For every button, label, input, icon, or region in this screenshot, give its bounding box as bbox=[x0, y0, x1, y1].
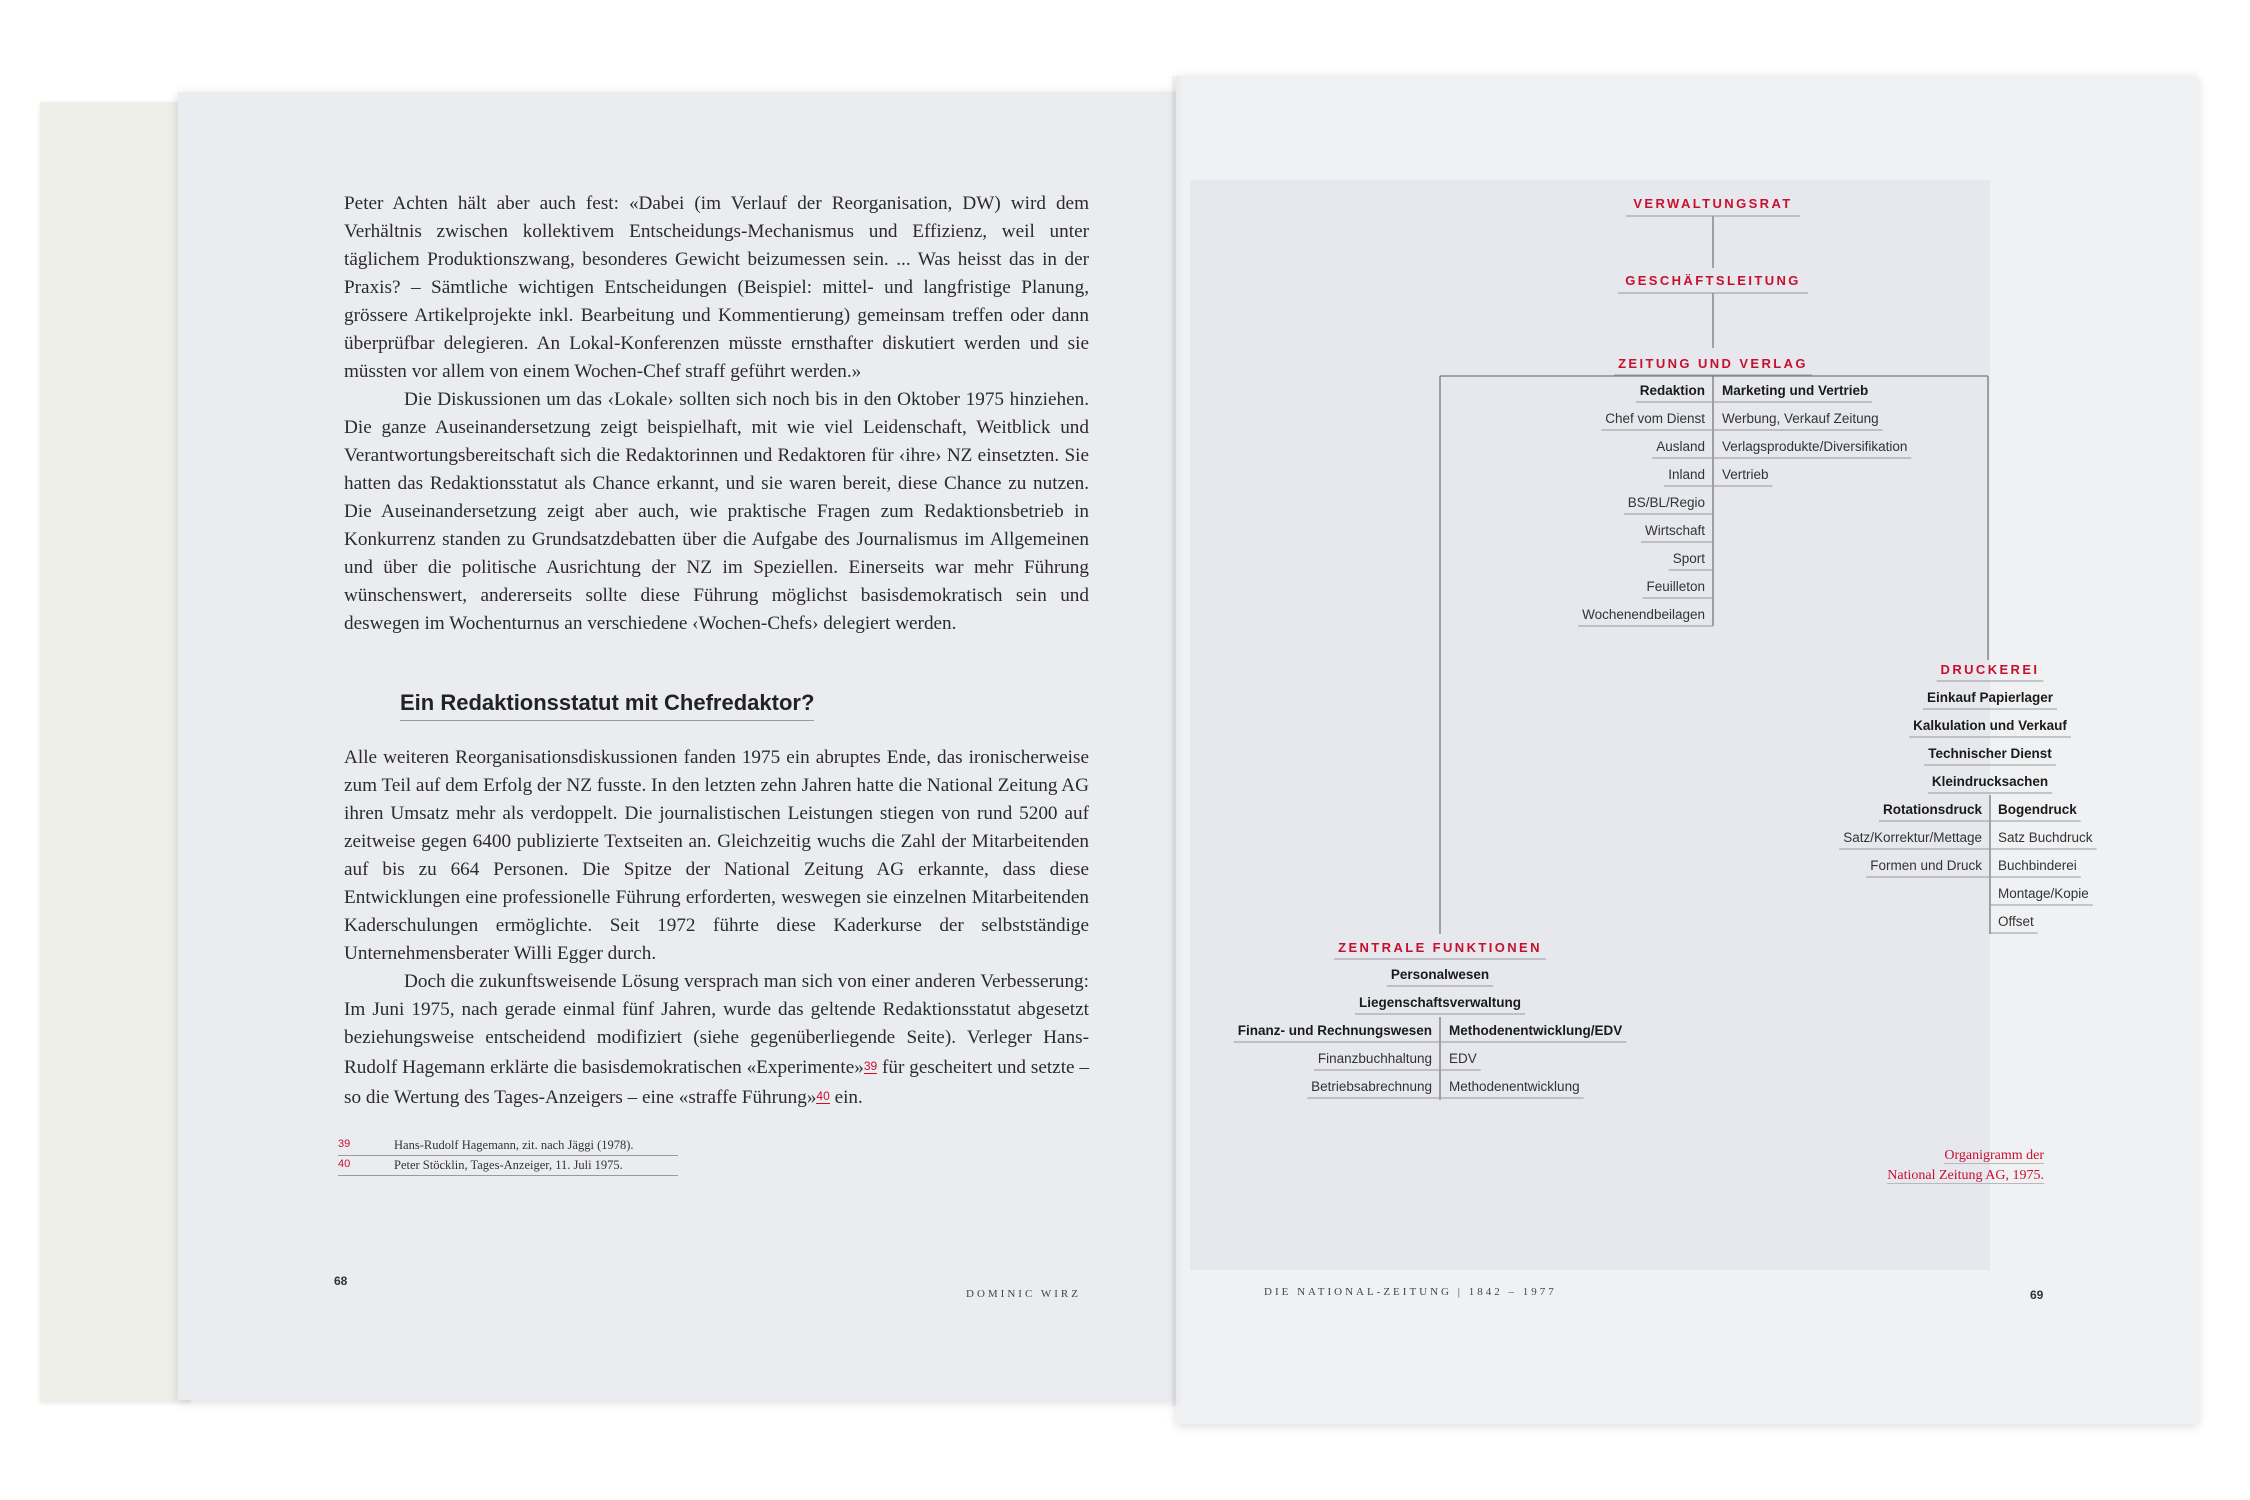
footnote-reference[interactable]: 40 bbox=[816, 1089, 830, 1103]
org-title-druckerei: DRUCKEREI bbox=[1940, 662, 2040, 677]
org-unit-label: Finanzbuchhaltung bbox=[1317, 1051, 1432, 1066]
paragraph: Alle weiteren Reorganisationsdiskussionen fanden 1975 ein abruptes Ende, das ironischerweise zum Teil auf dem Erfolg der NZ fusste. In den letzten zehn Jahren hatte die National Zeitung AG ihren Umsatz mehr als verdoppelt. Die journalistischen Leistungen stiegen von rund 5200 auf zeitweise gegen 6400 publizierte Textseiten an. Gleichzeitig wuchs die Zahl der Mitarbeitenden auf bis zu 664 Personen. Die Spitze der National Zeitung AG erkannte, dass diese Entwicklungen eine professionelle Führung erforderten, weswegen sie einzelnen Mitarbeitenden Kaderschulungen ermöglichte. Seit 1972 führte diese Kaderkurse der selbstständige Unternehmensberater Willi Egger durch. bbox=[344, 747, 1089, 964]
page-number-right: 69 bbox=[2030, 1288, 2044, 1302]
footnote-number: 39 bbox=[338, 1138, 351, 1150]
org-unit-label: Liegenschaftsverwaltung bbox=[1358, 995, 1522, 1010]
bogendruck-items bbox=[1990, 830, 2097, 933]
org-unit-label: Offset bbox=[1998, 914, 2034, 929]
running-head-right: DIE NATIONAL-ZEITUNG | 1842 – 1977 bbox=[1264, 1286, 1557, 1298]
methoden-items bbox=[1441, 1051, 1584, 1098]
caption-line: National Zeitung AG, 1975. bbox=[1887, 1168, 2044, 1183]
org-unit-label: Technischer Dienst bbox=[1928, 746, 2052, 761]
org-title-verwaltungsrat: VERWALTUNGSRAT bbox=[1633, 196, 1793, 211]
org-unit-label: Chef vom Dienst bbox=[1605, 411, 1705, 426]
org-title-zeitung-verlag: ZEITUNG UND VERLAG bbox=[1618, 356, 1808, 371]
running-head-left: DOMINIC WIRZ bbox=[966, 1288, 1081, 1300]
org-head-rotationsdruck: Rotationsdruck bbox=[1882, 802, 1982, 817]
org-unit-label: Kleindrucksachen bbox=[1931, 774, 2049, 789]
druckerei-units bbox=[1909, 690, 2071, 793]
section-heading: Ein Redaktionsstatut mit Chefredaktor? bbox=[400, 690, 814, 721]
org-unit-label: Werbung, Verkauf Zeitung bbox=[1722, 411, 1879, 426]
org-unit-label: BS/BL/Regio bbox=[1627, 495, 1705, 510]
org-unit-label: EDV bbox=[1449, 1051, 1477, 1066]
org-head-redaktion: Redaktion bbox=[1639, 383, 1705, 398]
org-unit-label: Wirtschaft bbox=[1644, 523, 1705, 538]
org-unit-label: Inland bbox=[1668, 467, 1705, 482]
org-unit-label: Verlagsprodukte/Diversifikation bbox=[1722, 439, 1908, 454]
redaktion-items bbox=[1578, 411, 1713, 626]
figure-caption bbox=[1860, 1146, 2044, 1186]
paragraph: Peter Achten hält aber auch fest: «Dabei (im Verlauf der Reorganisation, DW) wird dem Verhältnis zwischen kollektivem Entscheidungs-Mechanismus und Effizienz, weil unter täglichem Produktionszwang, besonderes Gewicht beizumessen sein. ... Was heisst das in der Praxis? – Sämtliche wichtigen Entscheidungen (Beispiel: mittel- und langfristige Planung, grössere Artikelprojekte inkl. Bearbeitung und Kommentierung) gemeinsam treffen oder dann überprüfbar delegieren. An Lokal-Konferenzen müsste ernsthafter diskutiert werden und sie müssten vor allem von einem Wochen-Chef straff geführt werden.» bbox=[344, 193, 1089, 382]
org-unit-label: Ausland bbox=[1656, 439, 1705, 454]
text-run: für gescheitert und setzte – so die Wertung des Tages-Anzeigers – eine «straffe Führung» bbox=[344, 1057, 1089, 1108]
org-title-zentrale-funktionen: ZENTRALE FUNKTIONEN bbox=[1338, 940, 1542, 955]
org-unit-label: Feuilleton bbox=[1646, 579, 1705, 594]
org-unit-label: Personalwesen bbox=[1390, 967, 1490, 982]
org-unit-label: Buchbinderei bbox=[1998, 858, 2077, 873]
text-run: ein. bbox=[829, 1087, 863, 1108]
org-head-methoden: Methodenentwicklung/EDV bbox=[1449, 1023, 1623, 1038]
page-number-left: 68 bbox=[334, 1274, 348, 1288]
zentrale-units bbox=[1355, 967, 1525, 1014]
rotationsdruck-items bbox=[1839, 830, 1990, 877]
org-head-marketing: Marketing und Vertrieb bbox=[1722, 383, 1869, 398]
footnote-reference[interactable]: 39 bbox=[863, 1059, 878, 1073]
org-unit-label: Wochenendbeilagen bbox=[1582, 607, 1705, 622]
paragraph: Die Diskussionen um das ‹Lokale› sollten sich noch bis in den Oktober 1975 hinziehen. Die ganze Auseinandersetzung zeigt beispielhaft, mit wie viel Leidenschaft, Weitblick und Verantwortungsbereitschaft sich die Redaktorinnen und Redaktoren für ‹ihre› NZ einsetzten. Sie hatten das Redaktionsstatut als Chance erkannt, und sie waren bereit, diese Chance zu nutzen. Die Auseinandersetzung zeigt aber auch, wie praktische Fragen zum Redaktionsbetrieb in Konkurrenz standen zu Grundsatzdebatten über die Aufgabe des Journalismus im Allgemeinen und über die politische Ausrichtung der NZ im Speziellen. Einerseits war mehr Führung wünschenswert, andererseits sollte diese Führung möglichst basisdemokratisch sein und deswegen im Wochenturnus an verschiedene ‹Wochen-Chefs› delegiert werden. bbox=[344, 389, 1089, 634]
caption-line: Organigramm der bbox=[1944, 1148, 2044, 1163]
org-unit-label: Montage/Kopie bbox=[1998, 886, 2089, 901]
org-unit-label: Satz Buchdruck bbox=[1998, 830, 2093, 845]
org-head-finanz: Finanz- und Rechnungswesen bbox=[1237, 1023, 1432, 1038]
org-unit-label: Methodenentwicklung bbox=[1449, 1079, 1580, 1094]
org-unit-label: Formen und Druck bbox=[1870, 858, 1982, 873]
footnote-text: Peter Stöcklin, Tages-Anzeiger, 11. Juli 1975. bbox=[394, 1158, 623, 1172]
org-unit-label: Vertrieb bbox=[1722, 467, 1769, 482]
org-unit-label: Betriebsabrechnung bbox=[1311, 1079, 1432, 1094]
text-run: Doch die zukunftsweisende Lösung versprach man sich von einer anderen Verbesserung: Im Juni 1975, nach gerade einmal fünf Jahren, wurde das geltende Redaktionsstatut abgesetzt beziehungsweise entscheidend modifiziert (siehe gegenüberliegende Seite). Verleger Hans-Rudolf Hagemann erklärte die basisdemokratischen «Experimente» bbox=[344, 971, 1089, 1078]
finanz-items bbox=[1307, 1051, 1440, 1098]
org-unit-label: Satz/Korrektur/Mettage bbox=[1843, 830, 1982, 845]
org-head-bogendruck: Bogendruck bbox=[1998, 802, 2077, 817]
org-unit-label: Einkauf Papierlager bbox=[1926, 690, 2054, 705]
footnote-number: 40 bbox=[338, 1158, 351, 1170]
org-unit-label: Kalkulation und Verkauf bbox=[1913, 718, 2067, 733]
org-unit-label: Sport bbox=[1672, 551, 1705, 566]
footnote-text: Hans-Rudolf Hagemann, zit. nach Jäggi (1978). bbox=[394, 1138, 634, 1152]
org-title-geschaeftsleitung: GESCHÄFTSLEITUNG bbox=[1625, 273, 1801, 288]
marketing-items bbox=[1714, 411, 1911, 486]
